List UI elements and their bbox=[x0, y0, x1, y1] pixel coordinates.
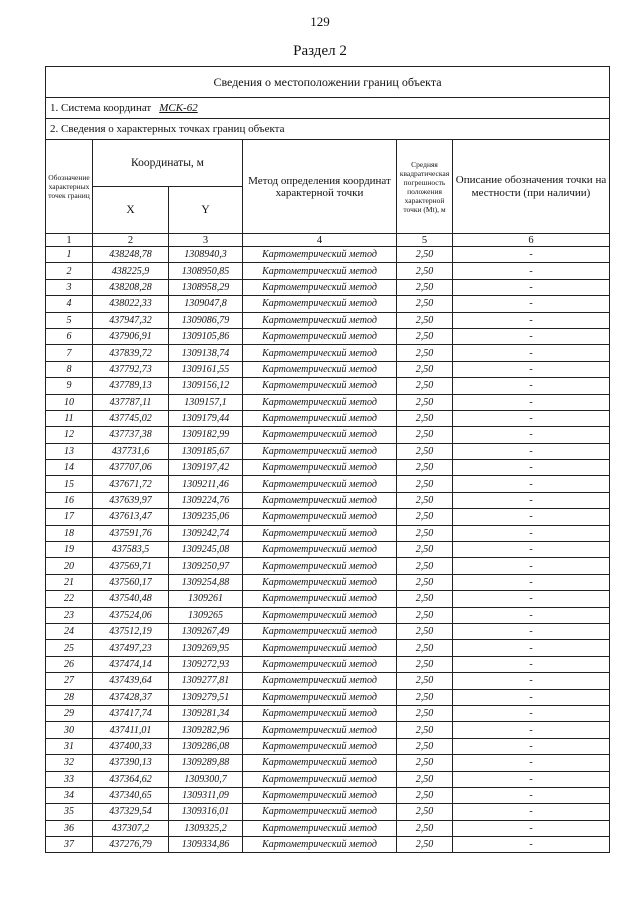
coord-x: 437307,2 bbox=[93, 820, 169, 836]
coord-x: 437947,32 bbox=[93, 312, 169, 328]
point-description: - bbox=[453, 378, 610, 394]
point-number: 23 bbox=[46, 607, 93, 623]
coord-x: 438022,33 bbox=[93, 296, 169, 312]
point-number: 27 bbox=[46, 673, 93, 689]
method: Картометрический метод bbox=[243, 755, 397, 771]
accuracy: 2,50 bbox=[397, 640, 453, 656]
point-number: 16 bbox=[46, 492, 93, 508]
point-number: 26 bbox=[46, 656, 93, 672]
coord-y: 1309282,96 bbox=[169, 722, 243, 738]
accuracy: 2,50 bbox=[397, 509, 453, 525]
table-row bbox=[46, 542, 610, 558]
accuracy: 2,50 bbox=[397, 623, 453, 639]
method: Картометрический метод bbox=[243, 689, 397, 705]
table-row bbox=[46, 673, 610, 689]
boundary-table bbox=[45, 66, 610, 853]
point-number: 35 bbox=[46, 804, 93, 820]
accuracy: 2,50 bbox=[397, 689, 453, 705]
point-number: 9 bbox=[46, 378, 93, 394]
table-row bbox=[46, 460, 610, 476]
point-number: 8 bbox=[46, 361, 93, 377]
coord-x: 437474,14 bbox=[93, 656, 169, 672]
accuracy: 2,50 bbox=[397, 738, 453, 754]
point-description: - bbox=[453, 312, 610, 328]
coord-x: 437839,72 bbox=[93, 345, 169, 361]
method: Картометрический метод bbox=[243, 820, 397, 836]
coord-y: 1308940,3 bbox=[169, 247, 243, 263]
point-description: - bbox=[453, 656, 610, 672]
point-description: - bbox=[453, 623, 610, 639]
method: Картометрический метод bbox=[243, 460, 397, 476]
method: Картометрический метод bbox=[243, 574, 397, 590]
method: Картометрический метод bbox=[243, 361, 397, 377]
point-number: 18 bbox=[46, 525, 93, 541]
table-row bbox=[46, 328, 610, 344]
accuracy: 2,50 bbox=[397, 427, 453, 443]
boundary-table-container bbox=[45, 66, 609, 853]
accuracy: 2,50 bbox=[397, 755, 453, 771]
table-row bbox=[46, 623, 610, 639]
coord-x: 438248,78 bbox=[93, 247, 169, 263]
coord-y: 1309250,97 bbox=[169, 558, 243, 574]
table-row bbox=[46, 591, 610, 607]
coord-x: 437364,62 bbox=[93, 771, 169, 787]
point-description: - bbox=[453, 410, 610, 426]
point-number: 24 bbox=[46, 623, 93, 639]
table-row bbox=[46, 558, 610, 574]
method: Картометрический метод bbox=[243, 312, 397, 328]
coord-y: 1309161,55 bbox=[169, 361, 243, 377]
point-description: - bbox=[453, 361, 610, 377]
coord-x: 437276,79 bbox=[93, 837, 169, 853]
coord-x: 437731,6 bbox=[93, 443, 169, 459]
method: Картометрический метод bbox=[243, 787, 397, 803]
table-row bbox=[46, 771, 610, 787]
coord-y: 1309261 bbox=[169, 591, 243, 607]
method: Картометрический метод bbox=[243, 263, 397, 279]
method: Картометрический метод bbox=[243, 476, 397, 492]
coord-x: 437524,06 bbox=[93, 607, 169, 623]
point-description: - bbox=[453, 492, 610, 508]
coord-x: 437707,06 bbox=[93, 460, 169, 476]
point-description: - bbox=[453, 738, 610, 754]
point-description: - bbox=[453, 607, 610, 623]
point-description: - bbox=[453, 558, 610, 574]
point-number: 6 bbox=[46, 328, 93, 344]
accuracy: 2,50 bbox=[397, 558, 453, 574]
points-label: 2. Сведения о характерных точках границ объекта bbox=[46, 119, 610, 140]
point-number: 31 bbox=[46, 738, 93, 754]
coord-y: 1309265 bbox=[169, 607, 243, 623]
point-number: 19 bbox=[46, 542, 93, 558]
table-row bbox=[46, 640, 610, 656]
point-description: - bbox=[453, 673, 610, 689]
point-number: 4 bbox=[46, 296, 93, 312]
method: Картометрический метод bbox=[243, 296, 397, 312]
column-number: 5 bbox=[397, 234, 453, 247]
point-number: 22 bbox=[46, 591, 93, 607]
coord-y: 1309197,42 bbox=[169, 460, 243, 476]
coord-y: 1309157,1 bbox=[169, 394, 243, 410]
method: Картометрический метод bbox=[243, 247, 397, 263]
coord-x: 437745,02 bbox=[93, 410, 169, 426]
method: Картометрический метод bbox=[243, 410, 397, 426]
accuracy: 2,50 bbox=[397, 607, 453, 623]
coord-x: 437591,76 bbox=[93, 525, 169, 541]
method: Картометрический метод bbox=[243, 705, 397, 721]
point-number: 12 bbox=[46, 427, 93, 443]
coord-x: 437560,17 bbox=[93, 574, 169, 590]
accuracy: 2,50 bbox=[397, 443, 453, 459]
table-row bbox=[46, 361, 610, 377]
point-description: - bbox=[453, 247, 610, 263]
point-number: 29 bbox=[46, 705, 93, 721]
method: Картометрический метод bbox=[243, 328, 397, 344]
column-number: 4 bbox=[243, 234, 397, 247]
point-number: 15 bbox=[46, 476, 93, 492]
table-row bbox=[46, 755, 610, 771]
accuracy: 2,50 bbox=[397, 328, 453, 344]
accuracy: 2,50 bbox=[397, 787, 453, 803]
point-description: - bbox=[453, 755, 610, 771]
accuracy: 2,50 bbox=[397, 820, 453, 836]
coord-y: 1309311,09 bbox=[169, 787, 243, 803]
point-description: - bbox=[453, 640, 610, 656]
coord-y: 1309047,8 bbox=[169, 296, 243, 312]
table-row bbox=[46, 837, 610, 853]
coord-x: 437671,72 bbox=[93, 476, 169, 492]
coord-x: 437540,48 bbox=[93, 591, 169, 607]
point-description: - bbox=[453, 771, 610, 787]
method: Картометрический метод bbox=[243, 771, 397, 787]
point-description: - bbox=[453, 345, 610, 361]
point-description: - bbox=[453, 591, 610, 607]
table-row bbox=[46, 738, 610, 754]
table-row bbox=[46, 492, 610, 508]
point-description: - bbox=[453, 279, 610, 295]
table-row bbox=[46, 296, 610, 312]
method: Картометрический метод bbox=[243, 591, 397, 607]
point-number: 2 bbox=[46, 263, 93, 279]
point-description: - bbox=[453, 787, 610, 803]
coord-y: 1309325,2 bbox=[169, 820, 243, 836]
point-description: - bbox=[453, 394, 610, 410]
accuracy: 2,50 bbox=[397, 492, 453, 508]
point-description: - bbox=[453, 705, 610, 721]
coord-y: 1309211,46 bbox=[169, 476, 243, 492]
accuracy: 2,50 bbox=[397, 279, 453, 295]
accuracy: 2,50 bbox=[397, 247, 453, 263]
point-number: 10 bbox=[46, 394, 93, 410]
coord-y: 1309224,76 bbox=[169, 492, 243, 508]
table-row bbox=[46, 525, 610, 541]
header-y: Y bbox=[169, 187, 243, 234]
table-row bbox=[46, 804, 610, 820]
coord-y: 1309272,93 bbox=[169, 656, 243, 672]
coord-x: 437329,54 bbox=[93, 804, 169, 820]
point-description: - bbox=[453, 328, 610, 344]
accuracy: 2,50 bbox=[397, 410, 453, 426]
point-description: - bbox=[453, 427, 610, 443]
method: Картометрический метод bbox=[243, 656, 397, 672]
point-number: 21 bbox=[46, 574, 93, 590]
table-row bbox=[46, 279, 610, 295]
coord-y: 1309286,08 bbox=[169, 738, 243, 754]
section-title: Раздел 2 bbox=[293, 43, 347, 59]
point-description: - bbox=[453, 296, 610, 312]
table-row bbox=[46, 820, 610, 836]
coord-x: 437737,38 bbox=[93, 427, 169, 443]
point-number: 17 bbox=[46, 509, 93, 525]
method: Картометрический метод bbox=[243, 722, 397, 738]
column-number: 6 bbox=[453, 234, 610, 247]
coord-x: 437583,5 bbox=[93, 542, 169, 558]
point-description: - bbox=[453, 689, 610, 705]
point-number: 33 bbox=[46, 771, 93, 787]
accuracy: 2,50 bbox=[397, 263, 453, 279]
accuracy: 2,50 bbox=[397, 771, 453, 787]
point-number: 7 bbox=[46, 345, 93, 361]
point-description: - bbox=[453, 525, 610, 541]
table-row bbox=[46, 607, 610, 623]
point-number: 34 bbox=[46, 787, 93, 803]
method: Картометрический метод bbox=[243, 542, 397, 558]
accuracy: 2,50 bbox=[397, 476, 453, 492]
accuracy: 2,50 bbox=[397, 312, 453, 328]
table-row bbox=[46, 312, 610, 328]
point-description: - bbox=[453, 804, 610, 820]
coord-y: 1309279,51 bbox=[169, 689, 243, 705]
method: Картометрический метод bbox=[243, 673, 397, 689]
method: Картометрический метод bbox=[243, 394, 397, 410]
table-row bbox=[46, 247, 610, 263]
coord-x: 437512,19 bbox=[93, 623, 169, 639]
coord-x: 438208,28 bbox=[93, 279, 169, 295]
method: Картометрический метод bbox=[243, 492, 397, 508]
column-number-row bbox=[46, 234, 610, 247]
method: Картометрический метод bbox=[243, 607, 397, 623]
coord-system-row bbox=[46, 98, 610, 119]
point-number: 30 bbox=[46, 722, 93, 738]
point-number: 1 bbox=[46, 247, 93, 263]
coord-y: 1309269,95 bbox=[169, 640, 243, 656]
accuracy: 2,50 bbox=[397, 673, 453, 689]
column-number: 3 bbox=[169, 234, 243, 247]
point-number: 14 bbox=[46, 460, 93, 476]
accuracy: 2,50 bbox=[397, 574, 453, 590]
method: Картометрический метод bbox=[243, 279, 397, 295]
point-description: - bbox=[453, 443, 610, 459]
point-description: - bbox=[453, 820, 610, 836]
coord-x: 438225,9 bbox=[93, 263, 169, 279]
coord-y: 1308958,29 bbox=[169, 279, 243, 295]
table-row bbox=[46, 263, 610, 279]
point-number: 5 bbox=[46, 312, 93, 328]
point-number: 25 bbox=[46, 640, 93, 656]
accuracy: 2,50 bbox=[397, 460, 453, 476]
method: Картометрический метод bbox=[243, 443, 397, 459]
accuracy: 2,50 bbox=[397, 837, 453, 853]
accuracy: 2,50 bbox=[397, 361, 453, 377]
coord-x: 437639,97 bbox=[93, 492, 169, 508]
coord-y: 1309242,74 bbox=[169, 525, 243, 541]
point-number: 20 bbox=[46, 558, 93, 574]
header-point: Обозначение характерных точек границ bbox=[46, 140, 93, 234]
coord-x: 437417,74 bbox=[93, 705, 169, 721]
table-row bbox=[46, 787, 610, 803]
column-number: 2 bbox=[93, 234, 169, 247]
method: Картометрический метод bbox=[243, 623, 397, 639]
coord-system-label: 1. Система координат bbox=[50, 102, 152, 114]
accuracy: 2,50 bbox=[397, 378, 453, 394]
method: Картометрический метод bbox=[243, 640, 397, 656]
coord-y: 1309182,99 bbox=[169, 427, 243, 443]
method: Картометрический метод bbox=[243, 378, 397, 394]
table-row bbox=[46, 427, 610, 443]
header-coords: Координаты, м bbox=[93, 140, 243, 187]
coord-y: 1309277,81 bbox=[169, 673, 243, 689]
page-number: 129 bbox=[310, 14, 330, 29]
method: Картометрический метод bbox=[243, 837, 397, 853]
coord-y: 1309245,08 bbox=[169, 542, 243, 558]
coord-y: 1309267,49 bbox=[169, 623, 243, 639]
coord-y: 1309086,79 bbox=[169, 312, 243, 328]
point-number: 11 bbox=[46, 410, 93, 426]
header-description: Описание обозначения точки на местности (при наличии) bbox=[453, 140, 610, 234]
coord-x: 437789,13 bbox=[93, 378, 169, 394]
point-number: 32 bbox=[46, 755, 93, 771]
column-number: 1 bbox=[46, 234, 93, 247]
accuracy: 2,50 bbox=[397, 345, 453, 361]
table-row bbox=[46, 345, 610, 361]
table-row bbox=[46, 689, 610, 705]
method: Картометрический метод bbox=[243, 345, 397, 361]
point-description: - bbox=[453, 509, 610, 525]
coord-y: 1309179,44 bbox=[169, 410, 243, 426]
accuracy: 2,50 bbox=[397, 542, 453, 558]
accuracy: 2,50 bbox=[397, 656, 453, 672]
coord-y: 1309105,86 bbox=[169, 328, 243, 344]
accuracy: 2,50 bbox=[397, 804, 453, 820]
coord-x: 437400,33 bbox=[93, 738, 169, 754]
coord-y: 1309185,67 bbox=[169, 443, 243, 459]
table-row bbox=[46, 574, 610, 590]
coord-x: 437613,47 bbox=[93, 509, 169, 525]
coord-y: 1308950,85 bbox=[169, 263, 243, 279]
method: Картометрический метод bbox=[243, 509, 397, 525]
coord-y: 1309156,12 bbox=[169, 378, 243, 394]
method: Картометрический метод bbox=[243, 427, 397, 443]
coord-x: 437390,13 bbox=[93, 755, 169, 771]
coord-y: 1309300,7 bbox=[169, 771, 243, 787]
coord-x: 437569,71 bbox=[93, 558, 169, 574]
table-row bbox=[46, 705, 610, 721]
coord-x: 437428,37 bbox=[93, 689, 169, 705]
coord-x: 437792,73 bbox=[93, 361, 169, 377]
method: Картометрический метод bbox=[243, 525, 397, 541]
point-number: 37 bbox=[46, 837, 93, 853]
table-row bbox=[46, 656, 610, 672]
point-description: - bbox=[453, 574, 610, 590]
point-number: 13 bbox=[46, 443, 93, 459]
table-row bbox=[46, 378, 610, 394]
coord-x: 437340,65 bbox=[93, 787, 169, 803]
table-row bbox=[46, 394, 610, 410]
accuracy: 2,50 bbox=[397, 722, 453, 738]
coord-x: 437906,91 bbox=[93, 328, 169, 344]
coord-y: 1309281,34 bbox=[169, 705, 243, 721]
point-description: - bbox=[453, 263, 610, 279]
coord-y: 1309316,01 bbox=[169, 804, 243, 820]
table-row bbox=[46, 410, 610, 426]
table-row bbox=[46, 476, 610, 492]
point-description: - bbox=[453, 542, 610, 558]
accuracy: 2,50 bbox=[397, 296, 453, 312]
coord-y: 1309138,74 bbox=[169, 345, 243, 361]
point-description: - bbox=[453, 722, 610, 738]
method: Картометрический метод bbox=[243, 804, 397, 820]
point-number: 28 bbox=[46, 689, 93, 705]
accuracy: 2,50 bbox=[397, 591, 453, 607]
header-x: X bbox=[93, 187, 169, 234]
header-method: Метод определения координат характерной точки bbox=[243, 140, 397, 234]
method: Картометрический метод bbox=[243, 738, 397, 754]
table-row bbox=[46, 443, 610, 459]
point-description: - bbox=[453, 460, 610, 476]
point-description: - bbox=[453, 476, 610, 492]
coord-y: 1309334,86 bbox=[169, 837, 243, 853]
table-row bbox=[46, 509, 610, 525]
coord-y: 1309289,88 bbox=[169, 755, 243, 771]
coord-x: 437787,11 bbox=[93, 394, 169, 410]
coord-x: 437411,01 bbox=[93, 722, 169, 738]
coord-y: 1309254,88 bbox=[169, 574, 243, 590]
header-accuracy: Средняя квадратическая погрешность положения характерной точки (Mt), м bbox=[397, 140, 453, 234]
coord-x: 437497,23 bbox=[93, 640, 169, 656]
point-number: 36 bbox=[46, 820, 93, 836]
accuracy: 2,50 bbox=[397, 394, 453, 410]
point-description: - bbox=[453, 837, 610, 853]
method: Картометрический метод bbox=[243, 558, 397, 574]
point-number: 3 bbox=[46, 279, 93, 295]
coord-system-value: МСК-62 bbox=[159, 102, 198, 114]
coord-x: 437439,64 bbox=[93, 673, 169, 689]
table-title: Сведения о местоположении границ объекта bbox=[46, 67, 610, 98]
table-row bbox=[46, 722, 610, 738]
coord-y: 1309235,06 bbox=[169, 509, 243, 525]
accuracy: 2,50 bbox=[397, 705, 453, 721]
accuracy: 2,50 bbox=[397, 525, 453, 541]
